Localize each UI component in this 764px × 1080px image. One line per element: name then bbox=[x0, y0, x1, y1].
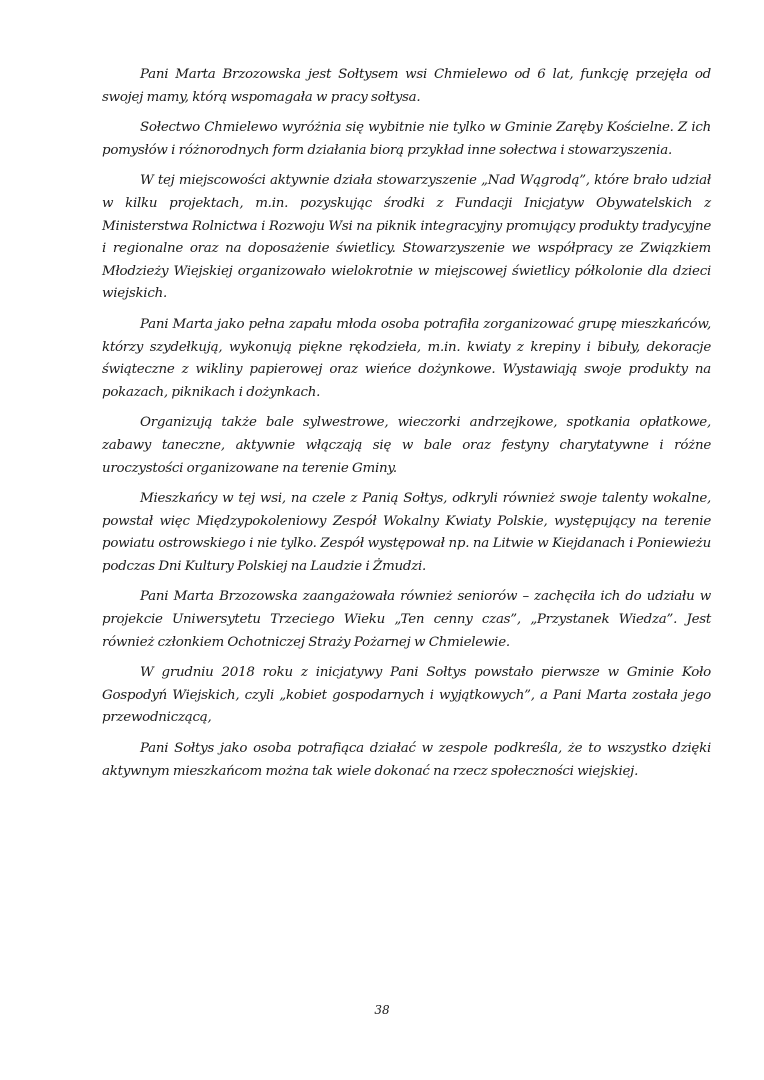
paragraph-2: Sołectwo Chmielewo wyróżnia się wybitnie nie tylko w Gminie Zaręby Kościelne. Z ich pomysłów i różnorodnych form działania biorą przykład inne sołectwa i stowarzyszenia. bbox=[102, 120, 711, 158]
paragraph-5: Organizują także bale sylwestrowe, wieczorki andrzejkowe, spotkania opłatkowe, zabawy taneczne, aktywnie włączają się w bale oraz festyny charytatywne i różne uroczystości organizowane na terenie Gminy. bbox=[102, 415, 711, 476]
page-number: 38 bbox=[374, 1003, 390, 1017]
paragraph-8: W grudniu 2018 roku z inicjatywy Pani Sołtys powstało pierwsze w Gminie Koło Gospodyń Wiejskich, czyli „kobiet gospodarnych i wyjątkowych”, a Pani Marta została jego przewodniczącą, bbox=[102, 665, 711, 726]
paragraph-1: Pani Marta Brzozowska jest Sołtysem wsi Chmielewo od 6 lat, funkcję przejęła od swojej mamy, którą wspomagała w pracy sołtysa. bbox=[102, 67, 711, 105]
paragraph-9: Pani Sołtys jako osoba potrafiąca działać w zespole podkreśla, że to wszystko dzięki aktywnym mieszkańcom można tak wiele dokonać na rzecz społeczności wiejskiej. bbox=[102, 741, 711, 779]
paragraph-7: Pani Marta Brzozowska zaangażowała również seniorów – zachęciła ich do udziału w projekcie Uniwersytetu Trzeciego Wieku „Ten cenny czas”, „Przystanek Wiedza”. Jest również członkiem Ochotniczej Straży Pożarnej w Chmielewie. bbox=[102, 589, 711, 650]
document-body bbox=[102, 64, 711, 791]
paragraph-4: Pani Marta jako pełna zapału młoda osoba potrafiła zorganizować grupę mieszkańców, którzy szydełkują, wykonują piękne rękodzieła, m.in. kwiaty z krepiny i bibuły, dekoracje świąteczne z wikliny papierowej oraz wieńce dożynkowe. Wystawiają swoje produkty na pokazach, piknikach i dożynkach. bbox=[102, 316, 711, 400]
paragraph-6: Mieszkańcy w tej wsi, na czele z Panią Sołtys, odkryli również swoje talenty wokalne, powstał więc Międzypokoleniowy Zespół Wokalny Kwiaty Polskie, występujący na terenie powiatu ostrowskiego i nie tylko. Zespół występował np. na Litwie w Kiejdanach i Poniewieżu podczas Dni Kultury Polskiej na Laudzie i Żmudzi. bbox=[102, 491, 711, 574]
paragraph-3: W tej miejscowości aktywnie działa stowarzyszenie „Nad Wągrodą”, które brało udział w kilku projektach, m.in. pozyskując środki z Fundacji Inicjatyw Obywatelskich z Ministerstwa Rolnictwa i Rozwoju Wsi na piknik integracyjny promujący produkty tradycyjne i regionalne oraz na doposażenie świetlicy. Stowarzyszenie we współpracy ze Związkiem Młodzieży Wiejskiej organizowało wielokrotnie w miejscowej świetlicy półkolonie dla dzieci wiejskich. bbox=[102, 173, 711, 302]
